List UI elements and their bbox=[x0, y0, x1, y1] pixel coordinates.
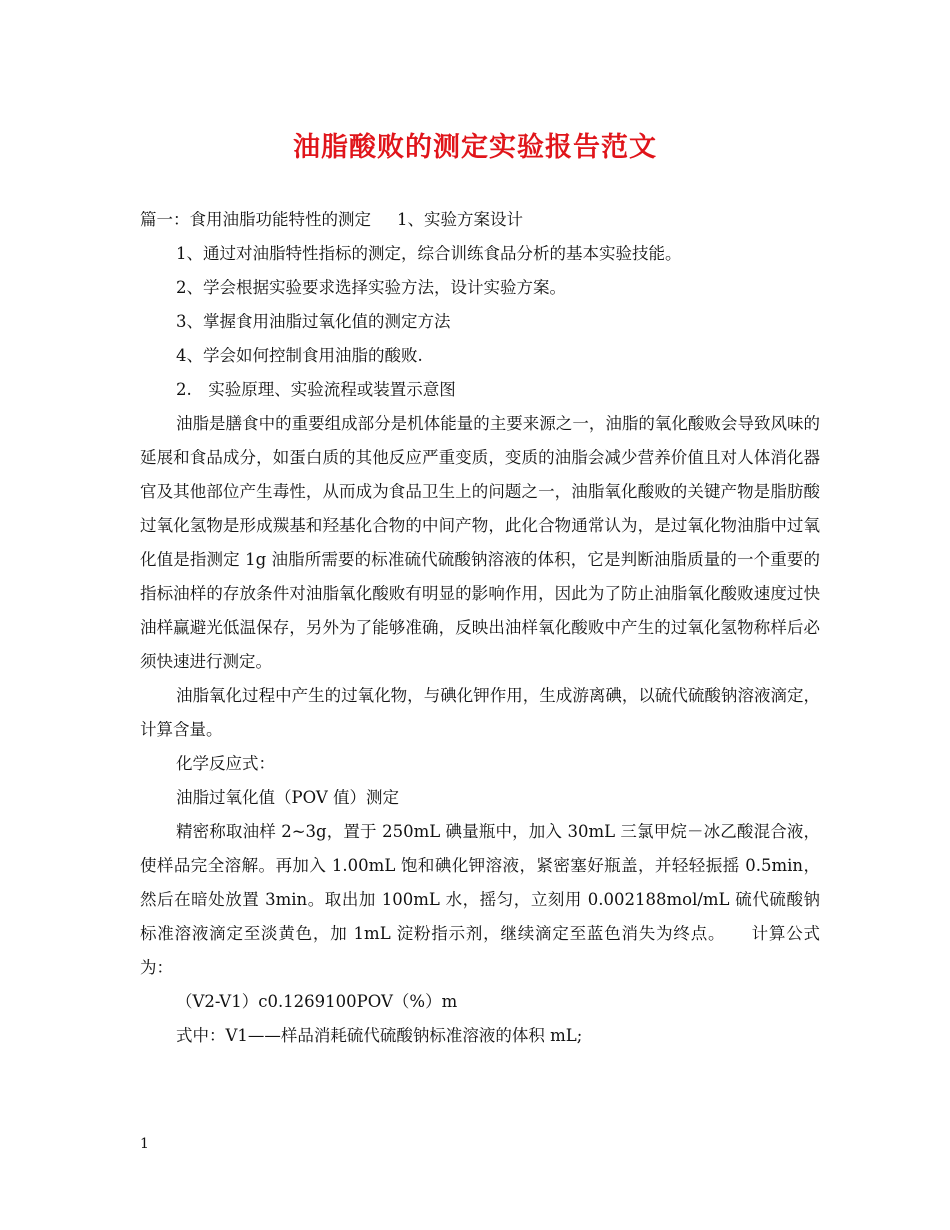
formula-definition: 式中：V1——样品消耗硫代硫酸钠标准溶液的体积 mL; bbox=[176, 1026, 583, 1045]
page-number: 1 bbox=[140, 1136, 149, 1152]
procedure-paragraph: 精密称取油样 2~3g，置于 250mL 碘量瓶中，加入 30mL 三氯甲烷－冰乙酸混合液，使样品完全溶解。再加入 1.00mL 饱和碘化钾溶液，紧密塞好瓶盖，并轻轻振摇 0.5min，然后在暗处放置 3min。取出加 100mL 水，摇匀，立刻用 0.002188mol/mL 硫代硫酸钠标准溶液滴定至淡黄色，加 1mL 淀粉指示剂，继续滴定至蓝色消失为终点。 计算公式为： bbox=[140, 822, 820, 977]
section-heading bbox=[140, 203, 820, 237]
objective-1: 1、通过对油脂特性指标的测定，综合训练食品分析的基本实验技能。 bbox=[176, 244, 682, 263]
document-title: 油脂酸败的测定实验报告范文 bbox=[293, 132, 657, 163]
formula-line: （V2-V1）c0.1269100POV（%）m bbox=[176, 992, 458, 1011]
section-heading-right: 1、实验方案设计 bbox=[397, 210, 523, 229]
objective-2: 2、学会根据实验要求选择实验方法，设计实验方案。 bbox=[176, 278, 566, 297]
section-heading-left: 篇一：食用油脂功能特性的测定 bbox=[140, 210, 371, 229]
pov-heading: 油脂过氧化值（POV 值）测定 bbox=[176, 788, 399, 807]
objective-3: 3、掌握食用油脂过氧化值的测定方法 bbox=[176, 312, 451, 331]
subsection-heading: 2. 实验原理、实验流程或装置示意图 bbox=[176, 380, 456, 399]
principle-paragraph: 油脂是膳食中的重要组成部分是机体能量的主要来源之一，油脂的氧化酸败会导致风味的延展和食品成分，如蛋白质的其他反应严重变质，变质的油脂会减少营养价值且对人体消化器官及其他部位产生毒性，从而成为食品卫生上的问题之一，油脂氧化酸败的关键产物是脂肪酸过氧化氢物是形成羰基和羟基化合物的中间产物，此化合物通常认为，是过氧化物油脂中过氧化值是指测定 1g 油脂所需要的标准硫代硫酸钠溶液的体积，它是判断油脂质量的一个重要的指标油样的存放条件对油脂氧化酸败有明显的影响作用，因此为了防止油脂氧化酸败速度过快油样赢避光低温保存，另外为了能够准确，反映出油样氧化酸败中产生的过氧化氢物称样后必须快速进行测定。 bbox=[140, 414, 820, 671]
document-body bbox=[140, 203, 820, 1053]
oxidation-paragraph: 油脂氧化过程中产生的过氧化物，与碘化钾作用，生成游离碘，以硫代硫酸钠溶液滴定，计算含量。 bbox=[140, 686, 820, 739]
objective-4: 4、学会如何控制食用油脂的酸败. bbox=[176, 346, 423, 365]
reaction-label: 化学反应式： bbox=[176, 754, 275, 773]
